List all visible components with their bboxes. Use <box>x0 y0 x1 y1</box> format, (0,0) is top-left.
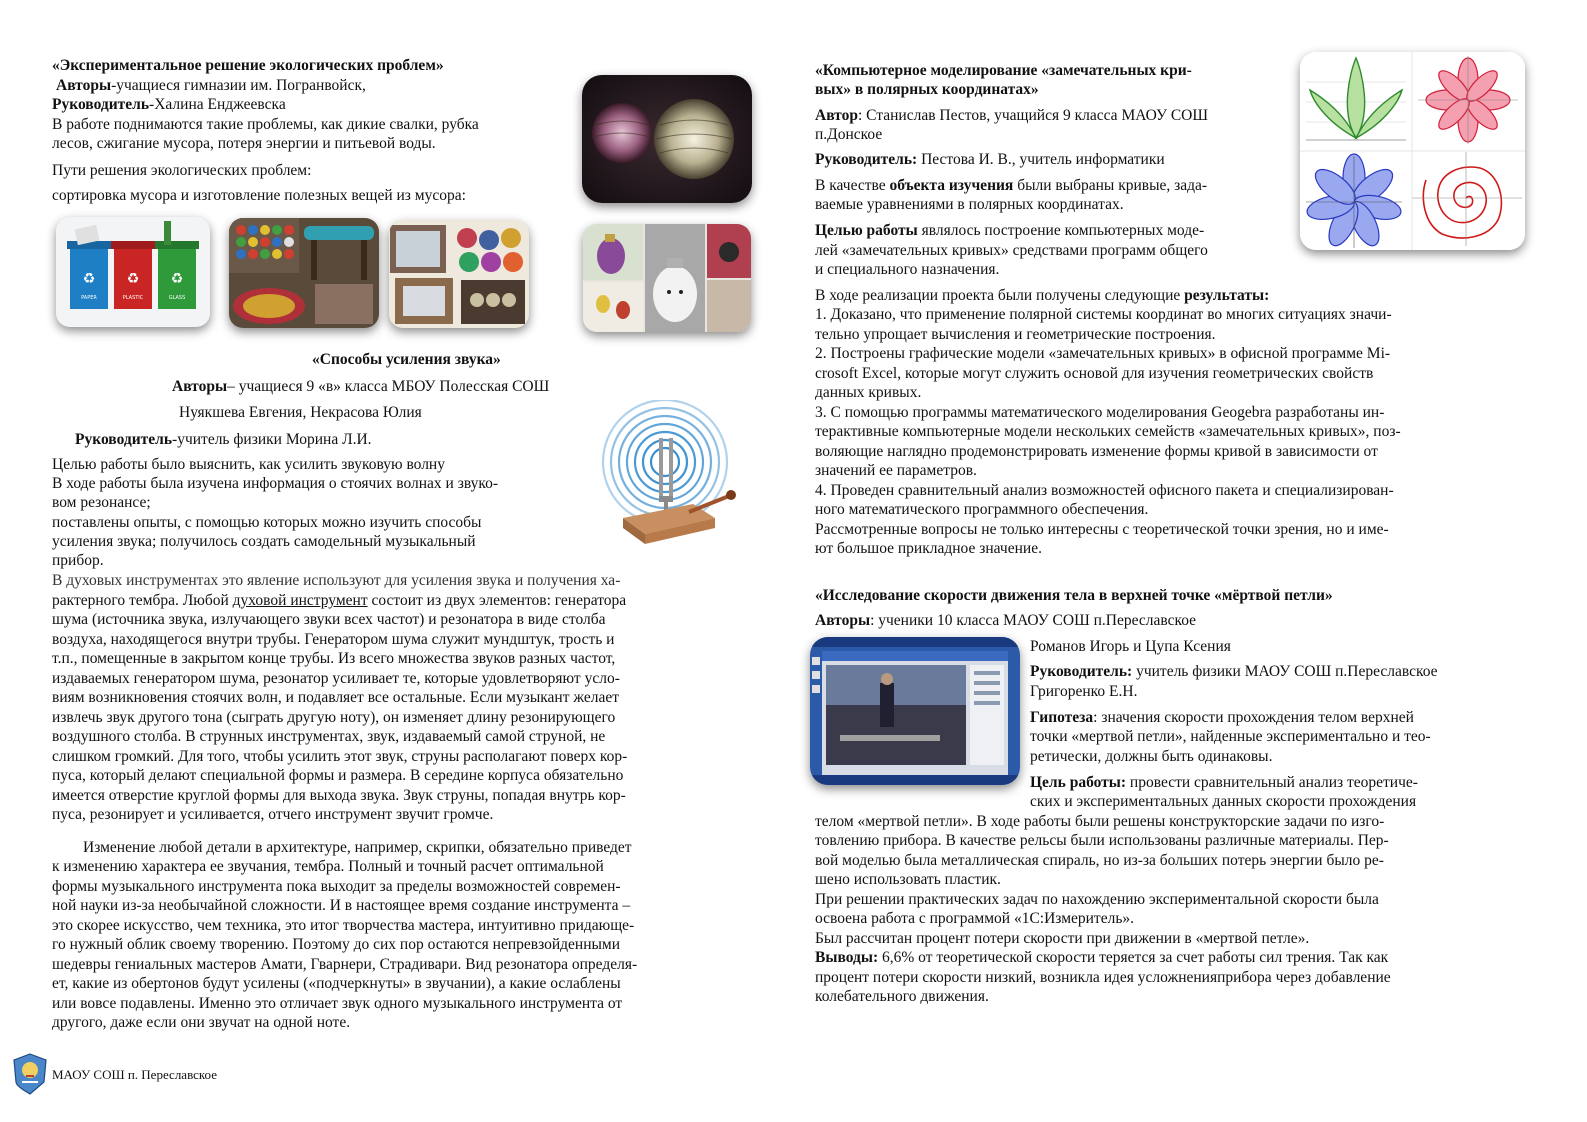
curves-result-line: 4. Проведен сравнительный анализ возможностей офисного пакета и специализирован- <box>815 482 1394 499</box>
tuning-fork-illustration <box>593 400 741 548</box>
sound-p1-line: воздуха, находящегося внутри трубы. Генератором шума служит мундштук, трость и <box>52 631 615 648</box>
sound-p2-line: Изменение любой детали в архитектуре, например, скрипки, обязательно приведет <box>52 839 632 856</box>
sound-p2-line: к изменению характера ее звучания, тембра. Полный и точный расчет оптимальной <box>52 858 604 875</box>
loop-authors: Авторы: ученики 10 класса МАОУ СОШ п.Переславское <box>815 612 1197 629</box>
sound-leader: Руководитель-учитель физики Морина Л.И. <box>75 431 372 448</box>
sound-authors: Авторы– учащиеся 9 «в» класса МБОУ Полесская СОШ <box>172 378 550 395</box>
loop-body-line: Был рассчитан процент потери скорости при движении в «мертвой петле». <box>815 930 1310 947</box>
sound-author-names: Нуякшева Евгения, Некрасова Юлия <box>179 404 422 421</box>
curves-title-line: вых» в полярных координатах» <box>815 81 1039 98</box>
svg-text:♻: ♻ <box>126 271 140 287</box>
curves-result-line: данных кривых. <box>815 384 922 401</box>
loop-names: Романов Игорь и Цупа Ксения <box>1030 638 1231 655</box>
loop-title: «Исследование скорости движения тела в верхней точке «мёртвой петли» <box>815 587 1333 604</box>
eco-title: «Экспериментальное решение экологических проблем» <box>52 57 444 74</box>
loop-body-line: При решении практических задач по нахождению экспериментальной скорости была <box>815 891 1379 908</box>
loop-body-line: вой моделью была металлическая спираль, но из-за больших потерь энергии было ре- <box>815 852 1384 869</box>
sound-p1-line: В духовых инструментах это явление используют для усиления звука и получения ха- <box>52 572 621 589</box>
curves-result-line: тельно упрощает вычисления и геометрические построения. <box>815 326 1216 343</box>
sound-p2-line: это скорее искусство, чем техника, это итог творчества мастера, интуитивно придающе- <box>52 917 635 934</box>
loop-concl-line: процент потери скорости низкий, возникла идея усложненияприбора через добавление <box>815 969 1391 986</box>
sound-p2-line: ной науки из-за необычайной сложности. И в настоящее время создание инструмента – <box>52 897 631 914</box>
curves-result-line: crosoft Excel, которые могут служить основой для изучения геометрических свойств <box>815 365 1374 382</box>
school-emblem-icon <box>12 1052 48 1096</box>
curves-result-line: ют большое прикладное значение. <box>815 540 1042 557</box>
curves-result-line: 1. Доказано, что применение полярной системы координат во многих ситуациях значи- <box>815 306 1392 323</box>
sound-intro-line: поставлены опыты, с помощью которых можно изучить способы <box>52 514 482 531</box>
loop-hyp-line: ретически, должны быть одинаковы. <box>1030 748 1273 765</box>
sound-p2-line: го нужный облик своему творению. Поэтому до сих пор остаются непревзойденными <box>52 936 621 953</box>
bottle-cap-furniture-photo <box>229 218 379 328</box>
curves-result-line: 2. Построены графические модели «замечательных кривых» в офисной программе Mi- <box>815 345 1391 362</box>
sound-p1-line: имеется отверстие круглой формы для выхода звука. Звук струны, попадая внутрь кор- <box>52 787 626 804</box>
sound-p2-line: шедевры гениальных мастеров Амати, Гварнери, Страдивари. Вид резонатора определя- <box>52 956 638 973</box>
sound-p1-line: извлечь звук другого тона (сыграть другую ноту), он изменяет длину резонирующего <box>52 709 616 726</box>
sound-p1-line: пуса, резонирует и усиливается, отчего инструмент звучит громче. <box>52 806 494 823</box>
bin-label: GLASS <box>168 295 186 301</box>
recycled-lamps-photo <box>582 75 752 203</box>
bottle-cap-crafts-photo <box>389 220 529 328</box>
curves-result-line: 3. С помощью программы математического моделирования Geogebra разработаны ин- <box>815 404 1385 421</box>
loop-goal: Цель работы: провести сравнительный анализ теоретиче- <box>1030 774 1418 791</box>
sound-intro-line: В ходе работы была изучена информация о стоячих волнах и звуко- <box>52 475 499 492</box>
light-bulb-crafts-photo <box>583 224 751 332</box>
curves-object: В качестве объекта изучения были выбраны кривые, зада- <box>815 177 1208 194</box>
sound-p1-line: пуса, который делают специальной формы и размера. В середине корпуса обязательно <box>52 767 624 784</box>
footer-school-name: МАОУ СОШ п. Переславское <box>52 1067 217 1082</box>
curves-result-line: значений ее параметров. <box>815 462 977 479</box>
sound-p1-line: виям возникновения стоячих волн, и подавляет все остальные. Если музыкант желает <box>52 689 620 706</box>
recycling-bins-photo <box>56 217 210 327</box>
sound-goal: Целью работы было выяснить, как усилить звуковую волну <box>52 456 445 473</box>
sound-p1-line: издаваемых генератором шума, резонатор усиливает те, которые удовлетворяют усло- <box>52 670 620 687</box>
eco-authors: Авторы-учащиеся гимназии им. Погранвойск, <box>56 77 366 94</box>
curves-result-line: Рассмотренные вопросы не только интересны с теоретической точки зрения, но и име- <box>815 521 1389 538</box>
curves-result-line: воляющие наглядно продемонстрировать изменение формы кривой в зависимости от <box>815 443 1378 460</box>
loop-body-line: товлению прибора. В качестве рельсы были использованы различные материалы. Пер- <box>815 832 1389 849</box>
sound-p1-line: воздушного столба. В струнных инструментах, звук, издаваемый самой струной, не <box>52 728 606 745</box>
curves-author-cont: п.Донское <box>815 126 883 143</box>
eco-body-line: В работе поднимаются такие проблемы, как дикие свалки, рубка <box>52 116 479 133</box>
sound-intro-line: вом резонансе; <box>52 494 151 511</box>
loop-hypothesis: Гипотеза: значения скорости прохождения телом верхней <box>1030 709 1414 726</box>
loop-leader-name: Григоренко Е.Н. <box>1030 683 1138 700</box>
eco-ways: Пути решения экологических проблем: <box>52 162 312 179</box>
sound-p1-line: рактерного тембра. Любой духовой инструмент состоит из двух элементов: генератора <box>52 592 627 609</box>
sound-p2-line: или вовсе подавлены. Именно это отличает звук одного музыкального инструмента от <box>52 995 623 1012</box>
eco-sorting: сортировка мусора и изготовление полезных вещей из мусора: <box>52 187 466 204</box>
loop-leader: Руководитель: учитель физики МАОУ СОШ п.Переславское <box>1030 663 1438 680</box>
bin-label: PLASTIC <box>122 295 144 301</box>
eco-leader: Руководитель-Халина Енджеевска <box>52 96 286 113</box>
sound-p1-line: слишком громкий. Для того, чтобы усилить этот звук, струны располагают поверх кор- <box>52 748 628 765</box>
svg-text:♻: ♻ <box>82 271 96 287</box>
loop-body-line: освоена работа с программой «1С:Измеритель». <box>815 910 1135 927</box>
curves-goal-line: и специального назначения. <box>815 261 1000 278</box>
loop-concl-line: колебательного движения. <box>815 988 989 1005</box>
sound-p2-line: ет, какие из обертонов будут усилены («подчеркнуты» в звучании), а какие ослаблены <box>52 975 621 992</box>
polar-curves-illustration <box>1300 52 1525 250</box>
sound-intro-line: усиления звука; получилось создать самодельный музыкальный <box>52 533 476 550</box>
eco-body-line: лесов, сжигание мусора, потеря энергии и питьевой воды. <box>52 135 436 152</box>
loop-experiment-screenshot <box>810 637 1020 785</box>
curves-result-line: терактивные компьютерные модели нескольких семейств «замечательных кривых», поз- <box>815 423 1401 440</box>
loop-goal-line: ских и экспериментальных данных скорости прохождения <box>1030 793 1417 810</box>
sound-p1-line: шума (источника звука, излучающего звуки всех частот) и резонатора в виде столба <box>52 611 606 628</box>
sound-p1-line: т.п., помещенные в закрытом конце трубы. Из всего множества звуков разных частот, <box>52 650 616 667</box>
sound-title: «Способы усиления звука» <box>312 351 501 368</box>
curves-result-line: ного математического программного обеспечения. <box>815 501 1149 518</box>
curves-goal: Целью работы являлось построение компьютерных моде- <box>815 222 1205 239</box>
curves-goal-line: лей «замечательных кривых» средствами программ общего <box>815 242 1208 259</box>
bin-label: PAPER <box>81 295 97 301</box>
wind-instrument-link[interactable]: духовой инструмент <box>232 592 368 609</box>
sound-intro-line: прибор. <box>52 552 104 569</box>
sound-p2-line: другого, даже если они звучат на одной ноте. <box>52 1014 351 1031</box>
loop-hyp-line: точки «мертвой петли», найденные экспериментально и тео- <box>1030 728 1431 745</box>
svg-text:♻: ♻ <box>170 271 184 287</box>
curves-object-cont: ваемые уравнениями в полярных координатах. <box>815 196 1124 213</box>
loop-body-line: телом «мертвой петли». В ходе работы были решены конструкторские задачи по изго- <box>815 813 1385 830</box>
curves-leader: Руководитель: Пестова И. В., учитель информатики <box>815 151 1165 168</box>
sound-p2-line: формы музыкального инструмента пока выходит за пределы возможностей современ- <box>52 878 621 895</box>
curves-title-line: «Компьютерное моделирование «замечательных кри- <box>815 62 1192 79</box>
curves-author: Автор: Станислав Пестов, учащийся 9 класса МАОУ СОШ <box>815 107 1208 124</box>
loop-body-line: шено использовать пластик. <box>815 871 1001 888</box>
loop-conclusions: Выводы: 6,6% от теоретической скорости теряется за счет работы сил трения. Так как <box>815 949 1389 966</box>
curves-results-heading: В ходе реализации проекта были получены следующие результаты: <box>815 287 1270 304</box>
